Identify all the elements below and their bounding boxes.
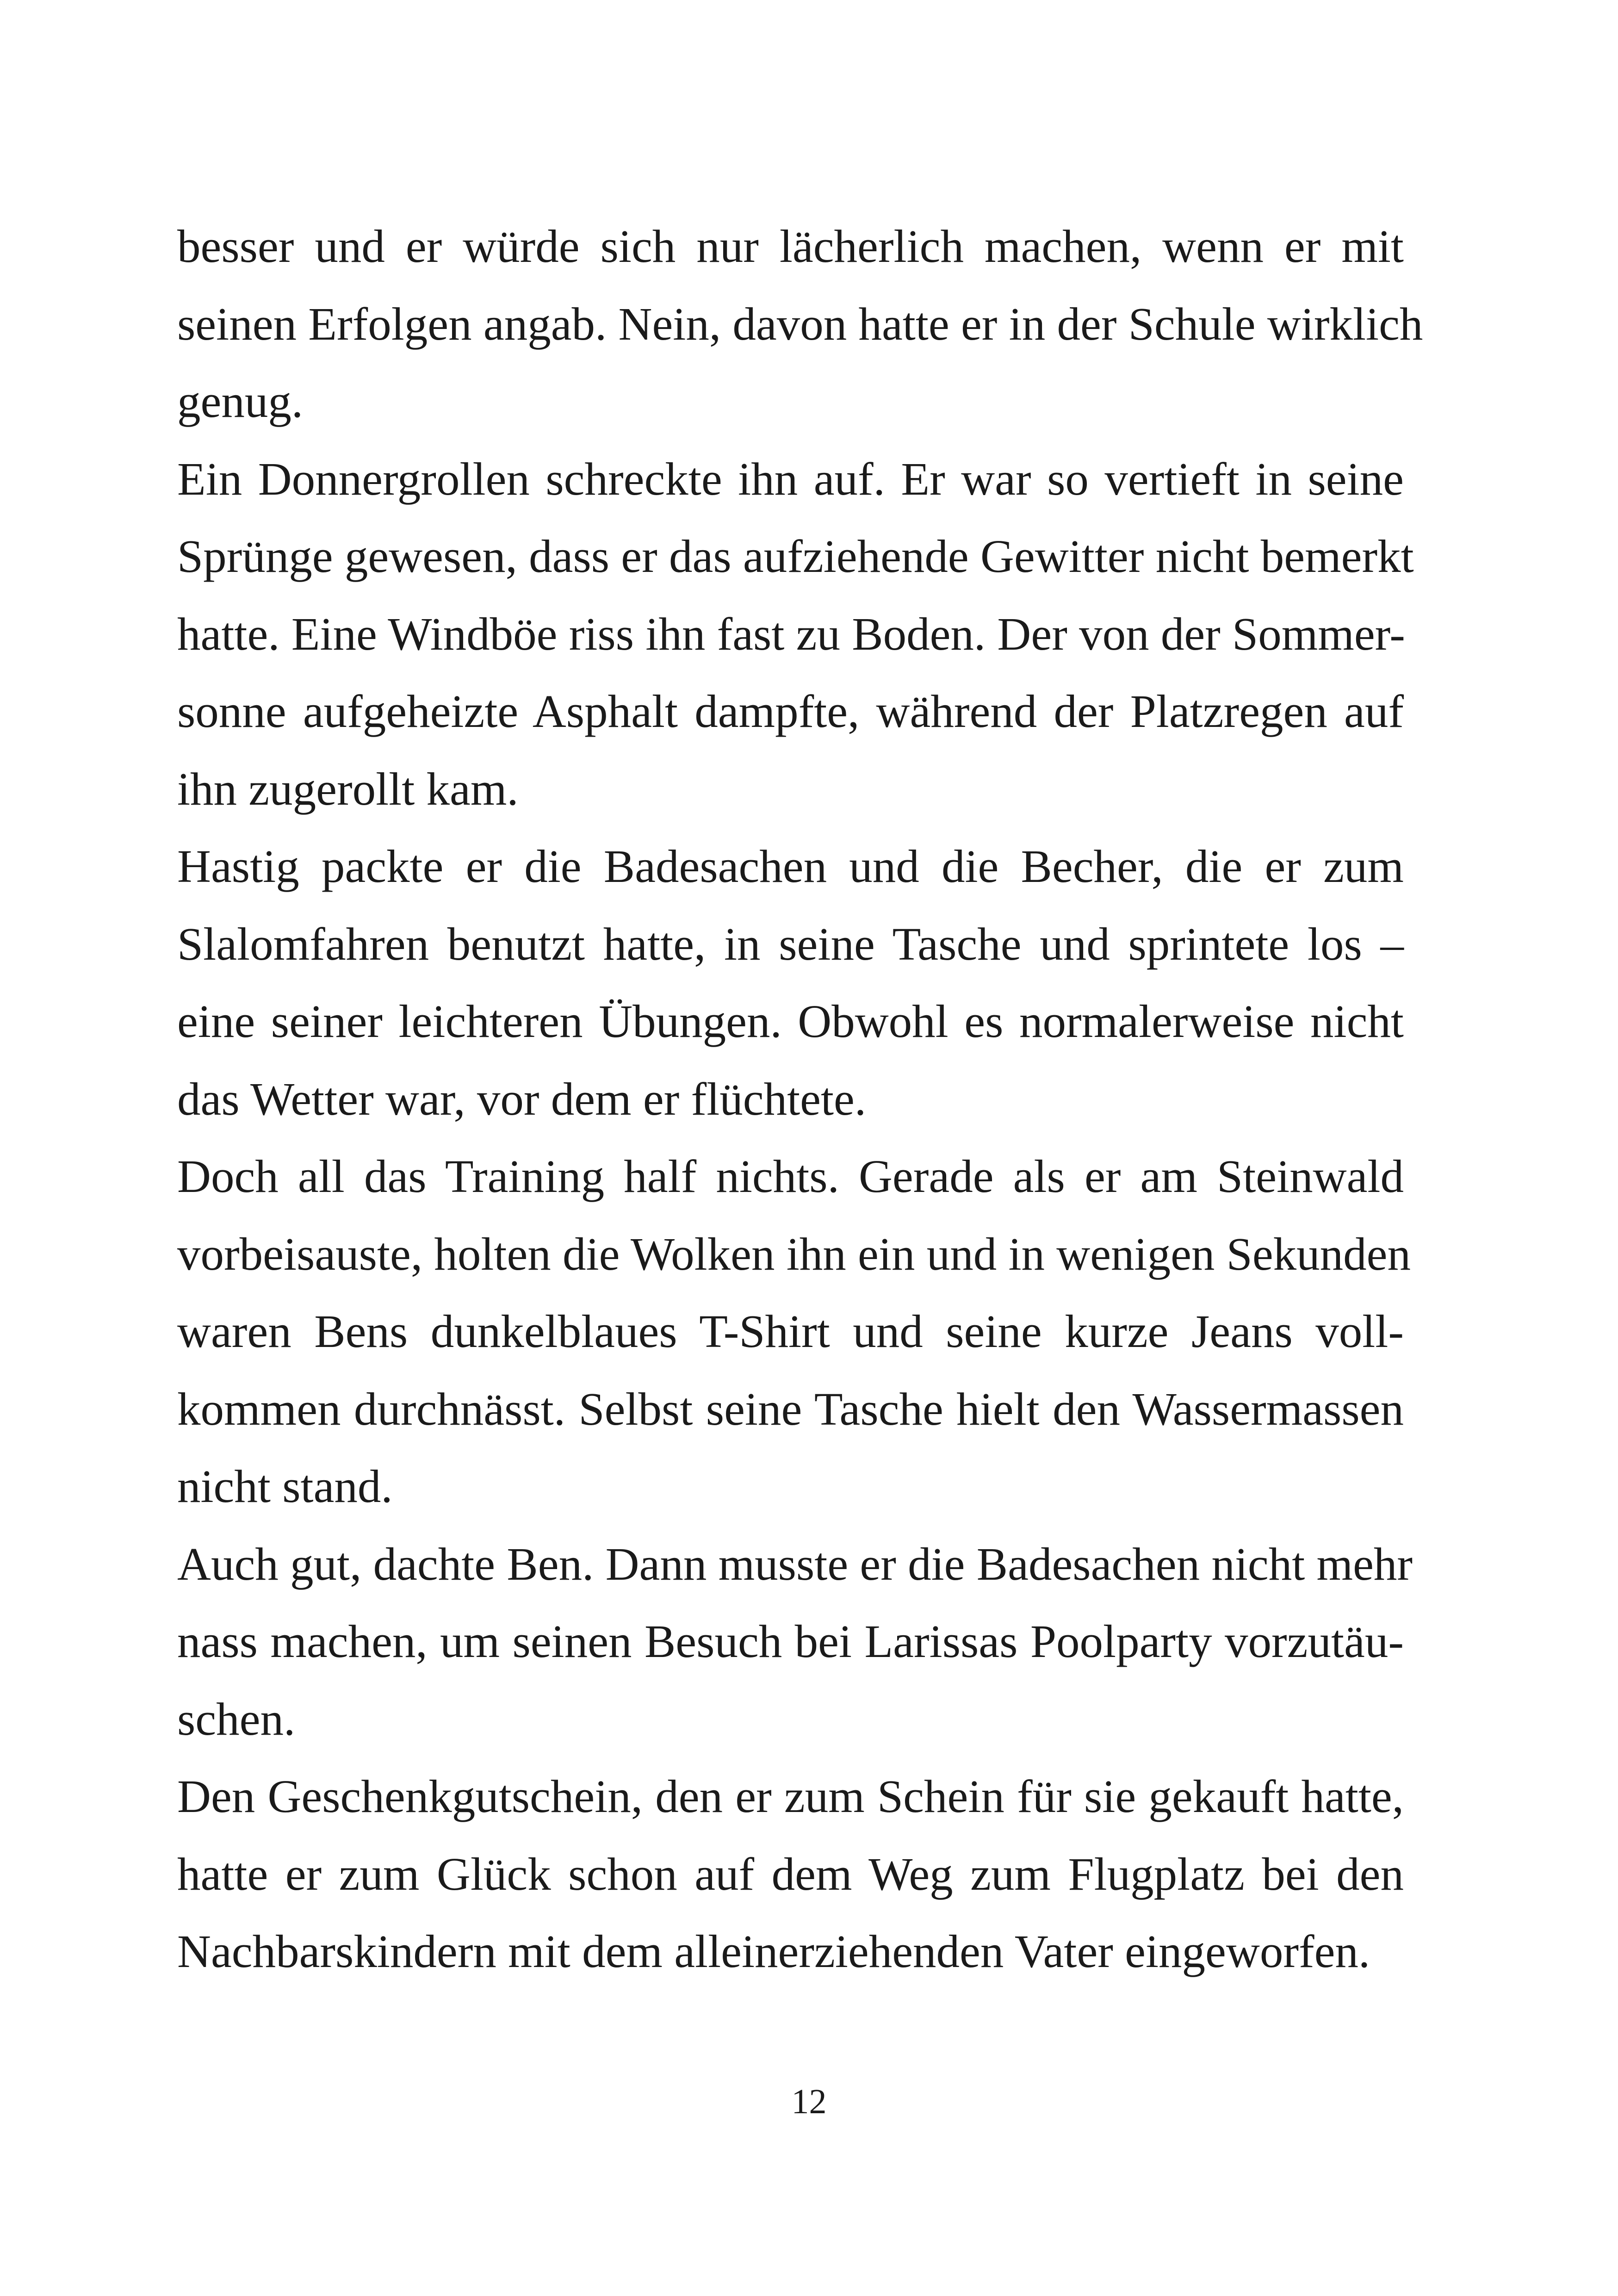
text-line: hatte er zum Glück schon auf dem Weg zum Flugplatz bei den bbox=[177, 1848, 1404, 1900]
text-line: Doch all das Training half nichts. Gerade als er am Steinwald bbox=[177, 1150, 1404, 1202]
text-line: genug. bbox=[177, 375, 304, 427]
text-line: waren Bens dunkelblaues T-Shirt und seine kurze Jeans voll- bbox=[177, 1305, 1404, 1357]
text-line: Sprünge gewesen, dass er das aufziehende Gewitter nicht bemerkt bbox=[177, 530, 1414, 582]
text-line: eine seiner leichteren Übungen. Obwohl es normalerweise nicht bbox=[177, 995, 1404, 1047]
text-line: Nachbarskindern mit dem alleinerziehenden Vater eingeworfen. bbox=[177, 1925, 1370, 1977]
text-line: vorbeisauste, holten die Wolken ihn ein und in wenigen Sekunden bbox=[177, 1228, 1411, 1280]
text-line: sonne aufgeheizte Asphalt dampfte, während der Platzregen auf bbox=[177, 685, 1404, 737]
page-number: 12 bbox=[791, 2082, 827, 2121]
text-line: Slalomfahren benutzt hatte, in seine Tasche und sprintete los – bbox=[177, 918, 1404, 970]
text-line: Den Geschenkgutschein, den er zum Schein für sie gekauft hatte, bbox=[177, 1770, 1404, 1822]
text-line: nicht stand. bbox=[177, 1460, 393, 1512]
text-line: nass machen, um seinen Besuch bei Larissas Poolparty vorzutäu- bbox=[177, 1615, 1404, 1667]
text-line: ihn zugerollt kam. bbox=[177, 763, 519, 815]
text-line: Ein Donnergrollen schreckte ihn auf. Er war so vertieft in seine bbox=[177, 453, 1404, 505]
text-line: seinen Erfolgen angab. Nein, davon hatte er in der Schule wirklich bbox=[177, 298, 1423, 350]
body-text bbox=[177, 208, 1423, 1991]
text-line: hatte. Eine Windböe riss ihn fast zu Boden. Der von der Sommer- bbox=[177, 608, 1405, 660]
text-line: besser und er würde sich nur lächerlich machen, wenn er mit bbox=[177, 220, 1404, 272]
text-line: Hastig packte er die Badesachen und die Becher, die er zum bbox=[177, 840, 1404, 892]
text-line: schen. bbox=[177, 1693, 296, 1745]
text-line: Auch gut, dachte Ben. Dann musste er die Badesachen nicht mehr bbox=[177, 1538, 1413, 1590]
text-line: kommen durchnässt. Selbst seine Tasche hielt den Wassermassen bbox=[177, 1383, 1404, 1435]
text-line: das Wetter war, vor dem er flüchtete. bbox=[177, 1073, 867, 1125]
